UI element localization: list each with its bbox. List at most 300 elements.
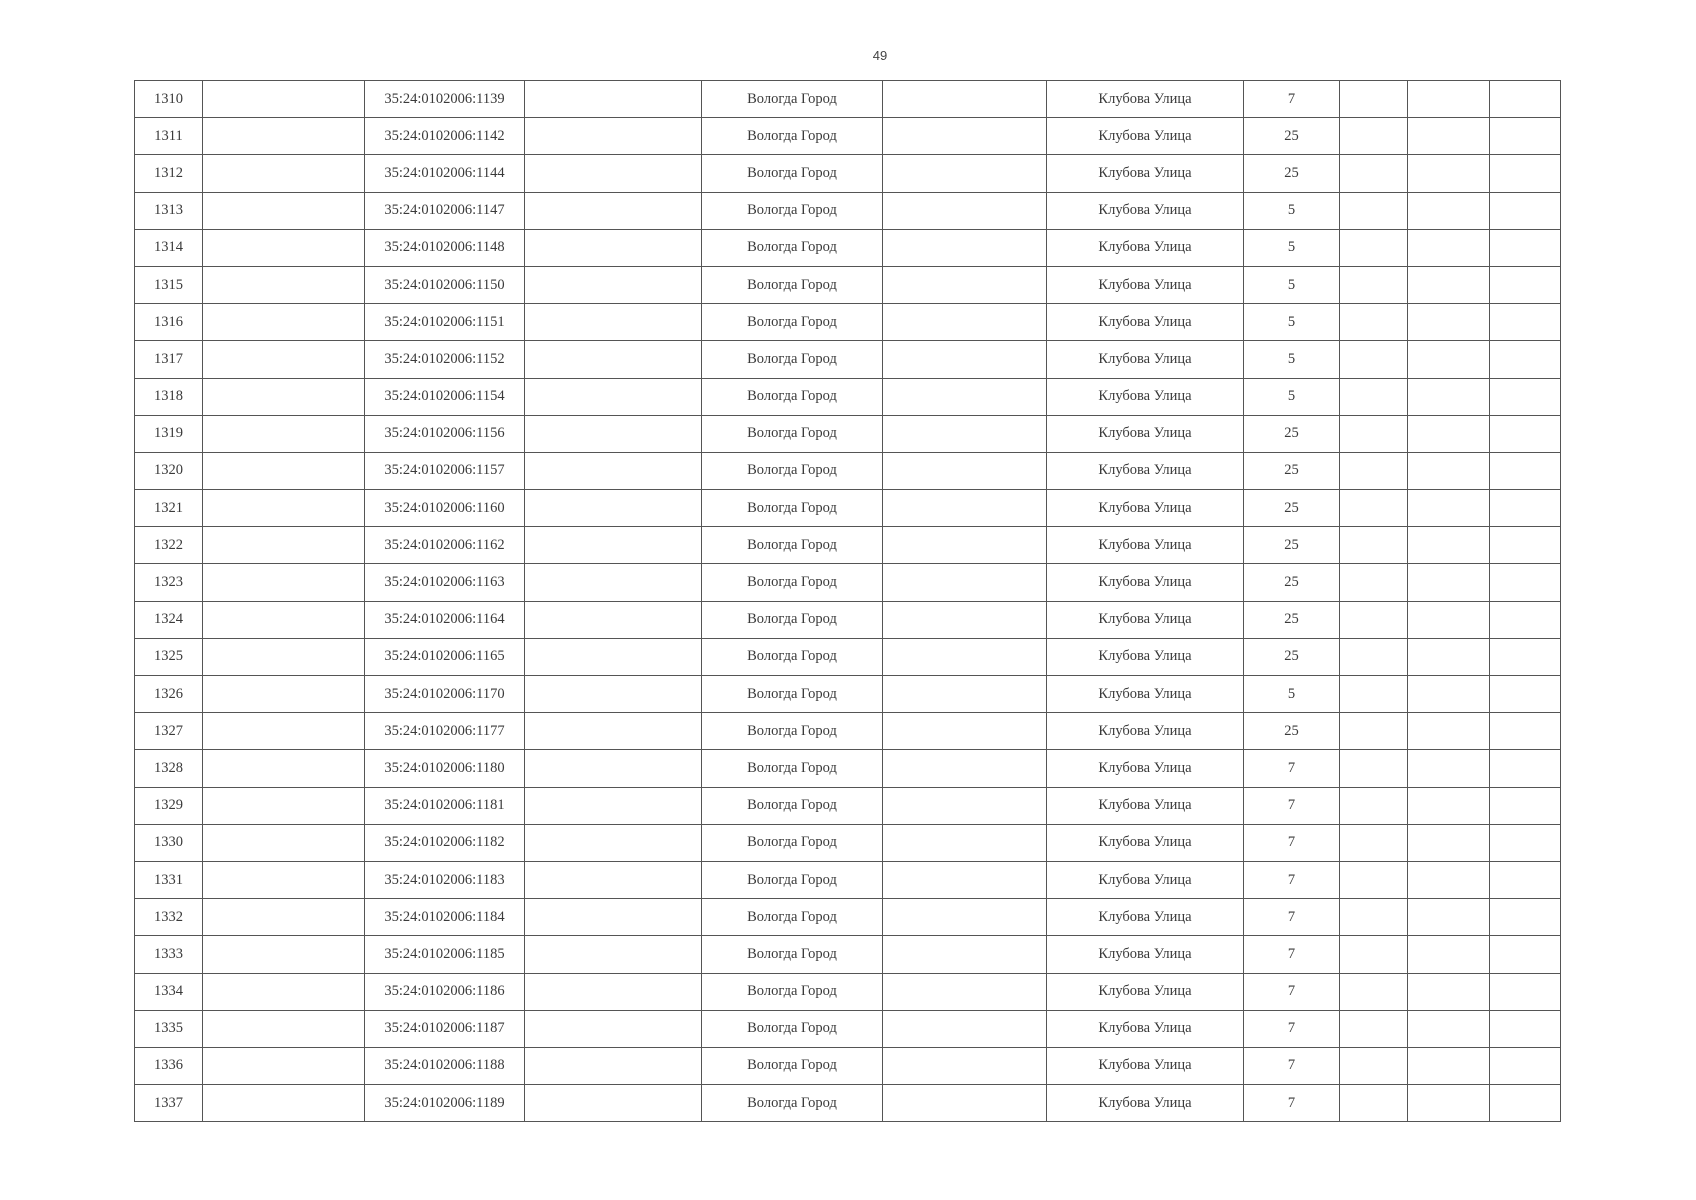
cell-empty (1408, 824, 1490, 861)
cell-street: Клубова Улица (1047, 1010, 1244, 1047)
cell-empty (1490, 750, 1561, 787)
cell-cadastral-number: 35:24:0102006:1177 (365, 713, 525, 750)
cell-empty (883, 118, 1047, 155)
table-row (135, 601, 1561, 638)
cell-house-number: 25 (1244, 638, 1340, 675)
cell-house-number: 7 (1244, 1047, 1340, 1084)
cell-empty (203, 81, 365, 118)
cell-city: Вологда Город (702, 713, 883, 750)
cell-house-number: 7 (1244, 1010, 1340, 1047)
table-row (135, 155, 1561, 192)
cell-row-number: 1324 (135, 601, 203, 638)
cell-row-number: 1319 (135, 415, 203, 452)
cell-empty (883, 1047, 1047, 1084)
cell-empty (883, 527, 1047, 564)
cell-city: Вологда Город (702, 1047, 883, 1084)
cell-empty (203, 713, 365, 750)
cell-empty (203, 452, 365, 489)
cell-empty (883, 564, 1047, 601)
cell-house-number: 5 (1244, 378, 1340, 415)
cell-street: Клубова Улица (1047, 192, 1244, 229)
cell-city: Вологда Город (702, 676, 883, 713)
cell-empty (1490, 341, 1561, 378)
cell-empty (1490, 861, 1561, 898)
cell-empty (883, 861, 1047, 898)
cell-house-number: 5 (1244, 341, 1340, 378)
cell-empty (883, 713, 1047, 750)
cell-street: Клубова Улица (1047, 452, 1244, 489)
cell-empty (1490, 787, 1561, 824)
cell-street: Клубова Улица (1047, 564, 1244, 601)
cell-empty (1490, 527, 1561, 564)
cell-empty (203, 638, 365, 675)
cell-empty (1408, 81, 1490, 118)
cell-empty (203, 155, 365, 192)
table-row (135, 452, 1561, 489)
cell-empty (525, 787, 702, 824)
cell-row-number: 1317 (135, 341, 203, 378)
cell-cadastral-number: 35:24:0102006:1185 (365, 936, 525, 973)
cell-empty (1340, 638, 1408, 675)
registry-body (135, 81, 1561, 1122)
registry-table (134, 80, 1561, 1122)
cell-empty (1490, 155, 1561, 192)
cell-house-number: 7 (1244, 81, 1340, 118)
cell-house-number: 25 (1244, 415, 1340, 452)
table-row (135, 341, 1561, 378)
cell-house-number: 7 (1244, 973, 1340, 1010)
cell-empty (1340, 601, 1408, 638)
cell-empty (525, 452, 702, 489)
table-row (135, 378, 1561, 415)
table-row (135, 229, 1561, 266)
cell-city: Вологда Город (702, 527, 883, 564)
cell-city: Вологда Город (702, 378, 883, 415)
cell-empty (203, 304, 365, 341)
cell-empty (525, 638, 702, 675)
cell-empty (1408, 527, 1490, 564)
cell-empty (1490, 304, 1561, 341)
cell-empty (1340, 527, 1408, 564)
cell-empty (203, 490, 365, 527)
cell-empty (1340, 936, 1408, 973)
cell-house-number: 5 (1244, 266, 1340, 303)
cell-city: Вологда Город (702, 341, 883, 378)
cell-street: Клубова Улица (1047, 81, 1244, 118)
table-row (135, 118, 1561, 155)
cell-city: Вологда Город (702, 1085, 883, 1122)
cell-city: Вологда Город (702, 266, 883, 303)
cell-empty (203, 973, 365, 1010)
cell-empty (1408, 638, 1490, 675)
cell-city: Вологда Город (702, 81, 883, 118)
cell-empty (883, 452, 1047, 489)
cell-empty (203, 601, 365, 638)
table-row (135, 676, 1561, 713)
cell-empty (203, 750, 365, 787)
cell-cadastral-number: 35:24:0102006:1188 (365, 1047, 525, 1084)
cell-empty (1340, 1010, 1408, 1047)
cell-city: Вологда Город (702, 415, 883, 452)
cell-city: Вологда Город (702, 229, 883, 266)
cell-city: Вологда Город (702, 601, 883, 638)
cell-street: Клубова Улица (1047, 415, 1244, 452)
cell-empty (1340, 378, 1408, 415)
cell-row-number: 1311 (135, 118, 203, 155)
cell-empty (1490, 378, 1561, 415)
cell-row-number: 1312 (135, 155, 203, 192)
cell-empty (883, 1085, 1047, 1122)
cell-empty (525, 1047, 702, 1084)
cell-row-number: 1337 (135, 1085, 203, 1122)
cell-house-number: 25 (1244, 564, 1340, 601)
cell-empty (1408, 415, 1490, 452)
cell-street: Клубова Улица (1047, 638, 1244, 675)
cell-house-number: 25 (1244, 118, 1340, 155)
cell-empty (1408, 118, 1490, 155)
cell-empty (203, 1085, 365, 1122)
cell-empty (525, 564, 702, 601)
cell-house-number: 25 (1244, 490, 1340, 527)
cell-empty (883, 787, 1047, 824)
cell-street: Клубова Улица (1047, 899, 1244, 936)
cell-empty (1408, 229, 1490, 266)
cell-city: Вологда Город (702, 638, 883, 675)
table-row (135, 713, 1561, 750)
cell-empty (1340, 676, 1408, 713)
cell-empty (1408, 490, 1490, 527)
cell-empty (1408, 341, 1490, 378)
cell-cadastral-number: 35:24:0102006:1157 (365, 452, 525, 489)
table-row (135, 415, 1561, 452)
cell-row-number: 1334 (135, 973, 203, 1010)
cell-empty (1408, 378, 1490, 415)
cell-empty (1408, 899, 1490, 936)
table-row (135, 824, 1561, 861)
cell-cadastral-number: 35:24:0102006:1144 (365, 155, 525, 192)
cell-empty (203, 899, 365, 936)
cell-empty (1340, 415, 1408, 452)
table-row (135, 81, 1561, 118)
cell-empty (525, 1085, 702, 1122)
cell-empty (883, 81, 1047, 118)
cell-city: Вологда Город (702, 750, 883, 787)
cell-row-number: 1322 (135, 527, 203, 564)
cell-cadastral-number: 35:24:0102006:1165 (365, 638, 525, 675)
cell-empty (525, 81, 702, 118)
cell-cadastral-number: 35:24:0102006:1180 (365, 750, 525, 787)
cell-row-number: 1313 (135, 192, 203, 229)
cell-street: Клубова Улица (1047, 527, 1244, 564)
cell-row-number: 1326 (135, 676, 203, 713)
cell-empty (883, 936, 1047, 973)
cell-empty (525, 601, 702, 638)
cell-empty (203, 1047, 365, 1084)
cell-empty (1490, 824, 1561, 861)
table-row (135, 192, 1561, 229)
cell-empty (1340, 861, 1408, 898)
cell-street: Клубова Улица (1047, 601, 1244, 638)
cell-empty (525, 192, 702, 229)
cell-house-number: 7 (1244, 824, 1340, 861)
cell-cadastral-number: 35:24:0102006:1151 (365, 304, 525, 341)
cell-empty (525, 861, 702, 898)
cell-empty (203, 378, 365, 415)
cell-empty (1408, 1047, 1490, 1084)
cell-row-number: 1315 (135, 266, 203, 303)
cell-empty (525, 341, 702, 378)
cell-empty (883, 304, 1047, 341)
cell-empty (883, 378, 1047, 415)
cell-empty (883, 824, 1047, 861)
cell-empty (1408, 1085, 1490, 1122)
cell-empty (525, 936, 702, 973)
cell-empty (203, 676, 365, 713)
cell-empty (525, 415, 702, 452)
cell-city: Вологда Город (702, 787, 883, 824)
cell-empty (1408, 750, 1490, 787)
cell-city: Вологда Город (702, 1010, 883, 1047)
cell-empty (1408, 787, 1490, 824)
cell-row-number: 1318 (135, 378, 203, 415)
cell-street: Клубова Улица (1047, 304, 1244, 341)
cell-empty (203, 1010, 365, 1047)
cell-cadastral-number: 35:24:0102006:1182 (365, 824, 525, 861)
cell-row-number: 1327 (135, 713, 203, 750)
cell-empty (1340, 81, 1408, 118)
cell-empty (1490, 118, 1561, 155)
cell-city: Вологда Город (702, 192, 883, 229)
cell-city: Вологда Город (702, 861, 883, 898)
cell-city: Вологда Город (702, 304, 883, 341)
cell-cadastral-number: 35:24:0102006:1164 (365, 601, 525, 638)
cell-empty (203, 415, 365, 452)
table-row (135, 1085, 1561, 1122)
cell-house-number: 7 (1244, 936, 1340, 973)
table-row (135, 564, 1561, 601)
cell-row-number: 1336 (135, 1047, 203, 1084)
cell-cadastral-number: 35:24:0102006:1142 (365, 118, 525, 155)
cell-empty (883, 899, 1047, 936)
cell-empty (1408, 304, 1490, 341)
cell-empty (1490, 638, 1561, 675)
cell-empty (1408, 266, 1490, 303)
cell-empty (203, 341, 365, 378)
cell-empty (1408, 601, 1490, 638)
cell-empty (1490, 973, 1561, 1010)
cell-empty (1340, 787, 1408, 824)
cell-house-number: 5 (1244, 676, 1340, 713)
cell-empty (1340, 899, 1408, 936)
cell-empty (203, 861, 365, 898)
cell-empty (1408, 713, 1490, 750)
table-row (135, 266, 1561, 303)
cell-empty (1408, 861, 1490, 898)
cell-empty (1408, 564, 1490, 601)
cell-street: Клубова Улица (1047, 824, 1244, 861)
cell-city: Вологда Город (702, 973, 883, 1010)
cell-empty (1340, 118, 1408, 155)
cell-row-number: 1321 (135, 490, 203, 527)
table-row (135, 750, 1561, 787)
cell-row-number: 1316 (135, 304, 203, 341)
cell-cadastral-number: 35:24:0102006:1148 (365, 229, 525, 266)
cell-empty (1340, 155, 1408, 192)
cell-empty (883, 676, 1047, 713)
table-row (135, 787, 1561, 824)
cell-empty (525, 1010, 702, 1047)
cell-empty (525, 676, 702, 713)
cell-street: Клубова Улица (1047, 266, 1244, 303)
cell-cadastral-number: 35:24:0102006:1162 (365, 527, 525, 564)
cell-cadastral-number: 35:24:0102006:1154 (365, 378, 525, 415)
table-row (135, 638, 1561, 675)
cell-empty (525, 824, 702, 861)
table-row (135, 490, 1561, 527)
cell-empty (1340, 564, 1408, 601)
cell-empty (203, 787, 365, 824)
cell-empty (883, 638, 1047, 675)
cell-empty (203, 118, 365, 155)
cell-empty (203, 936, 365, 973)
cell-house-number: 7 (1244, 787, 1340, 824)
cell-row-number: 1320 (135, 452, 203, 489)
table-row (135, 899, 1561, 936)
cell-city: Вологда Город (702, 155, 883, 192)
cell-empty (1340, 713, 1408, 750)
cell-house-number: 25 (1244, 713, 1340, 750)
cell-street: Клубова Улица (1047, 155, 1244, 192)
cell-empty (1340, 452, 1408, 489)
cell-empty (203, 564, 365, 601)
cell-empty (1490, 564, 1561, 601)
cell-city: Вологда Город (702, 452, 883, 489)
cell-empty (1340, 304, 1408, 341)
cell-empty (1490, 415, 1561, 452)
cell-street: Клубова Улица (1047, 936, 1244, 973)
table-row (135, 1010, 1561, 1047)
cell-row-number: 1310 (135, 81, 203, 118)
cell-empty (1408, 936, 1490, 973)
cell-empty (1490, 1010, 1561, 1047)
cell-cadastral-number: 35:24:0102006:1184 (365, 899, 525, 936)
cell-empty (525, 527, 702, 564)
cell-empty (1340, 750, 1408, 787)
cell-city: Вологда Город (702, 936, 883, 973)
cell-empty (525, 118, 702, 155)
cell-empty (1340, 824, 1408, 861)
cell-empty (1490, 1085, 1561, 1122)
cell-empty (883, 192, 1047, 229)
cell-empty (883, 266, 1047, 303)
cell-empty (203, 266, 365, 303)
cell-street: Клубова Улица (1047, 341, 1244, 378)
cell-house-number: 7 (1244, 1085, 1340, 1122)
cell-empty (1408, 1010, 1490, 1047)
cell-cadastral-number: 35:24:0102006:1163 (365, 564, 525, 601)
table-row (135, 861, 1561, 898)
cell-row-number: 1335 (135, 1010, 203, 1047)
cell-street: Клубова Улица (1047, 861, 1244, 898)
cell-city: Вологда Город (702, 824, 883, 861)
cell-street: Клубова Улица (1047, 490, 1244, 527)
cell-cadastral-number: 35:24:0102006:1152 (365, 341, 525, 378)
cell-empty (1340, 1085, 1408, 1122)
cell-empty (883, 490, 1047, 527)
cell-city: Вологда Город (702, 118, 883, 155)
cell-empty (883, 1010, 1047, 1047)
cell-empty (525, 304, 702, 341)
cell-empty (1490, 192, 1561, 229)
cell-cadastral-number: 35:24:0102006:1139 (365, 81, 525, 118)
cell-street: Клубова Улица (1047, 973, 1244, 1010)
cell-house-number: 7 (1244, 861, 1340, 898)
cell-empty (525, 750, 702, 787)
cell-house-number: 25 (1244, 155, 1340, 192)
cell-empty (1340, 192, 1408, 229)
cell-empty (1490, 899, 1561, 936)
cell-empty (1490, 601, 1561, 638)
cell-house-number: 7 (1244, 750, 1340, 787)
cell-empty (883, 601, 1047, 638)
cell-house-number: 5 (1244, 229, 1340, 266)
cell-house-number: 25 (1244, 452, 1340, 489)
cell-empty (1408, 676, 1490, 713)
cell-street: Клубова Улица (1047, 787, 1244, 824)
cell-row-number: 1331 (135, 861, 203, 898)
cell-empty (525, 713, 702, 750)
cell-empty (525, 266, 702, 303)
cell-empty (203, 192, 365, 229)
cell-empty (883, 973, 1047, 1010)
cell-empty (203, 824, 365, 861)
cell-empty (1340, 490, 1408, 527)
table-row (135, 304, 1561, 341)
cell-empty (1340, 266, 1408, 303)
page-number: 49 (872, 48, 888, 63)
table-row (135, 1047, 1561, 1084)
cell-street: Клубова Улица (1047, 713, 1244, 750)
cell-house-number: 7 (1244, 899, 1340, 936)
cell-row-number: 1332 (135, 899, 203, 936)
cell-empty (203, 229, 365, 266)
cell-empty (1340, 1047, 1408, 1084)
cell-empty (1490, 1047, 1561, 1084)
cell-empty (1408, 192, 1490, 229)
cell-city: Вологда Город (702, 899, 883, 936)
cell-empty (883, 229, 1047, 266)
cell-empty (525, 155, 702, 192)
cell-street: Клубова Улица (1047, 229, 1244, 266)
table-row (135, 936, 1561, 973)
cell-empty (1340, 229, 1408, 266)
cell-street: Клубова Улица (1047, 1085, 1244, 1122)
cell-empty (525, 229, 702, 266)
cell-cadastral-number: 35:24:0102006:1189 (365, 1085, 525, 1122)
cell-row-number: 1325 (135, 638, 203, 675)
cell-house-number: 5 (1244, 192, 1340, 229)
cell-empty (883, 415, 1047, 452)
cell-empty (1490, 452, 1561, 489)
cell-house-number: 25 (1244, 527, 1340, 564)
cell-empty (1490, 676, 1561, 713)
cell-empty (1490, 266, 1561, 303)
cell-cadastral-number: 35:24:0102006:1181 (365, 787, 525, 824)
cell-cadastral-number: 35:24:0102006:1156 (365, 415, 525, 452)
cell-street: Клубова Улица (1047, 378, 1244, 415)
cell-row-number: 1314 (135, 229, 203, 266)
cell-street: Клубова Улица (1047, 750, 1244, 787)
